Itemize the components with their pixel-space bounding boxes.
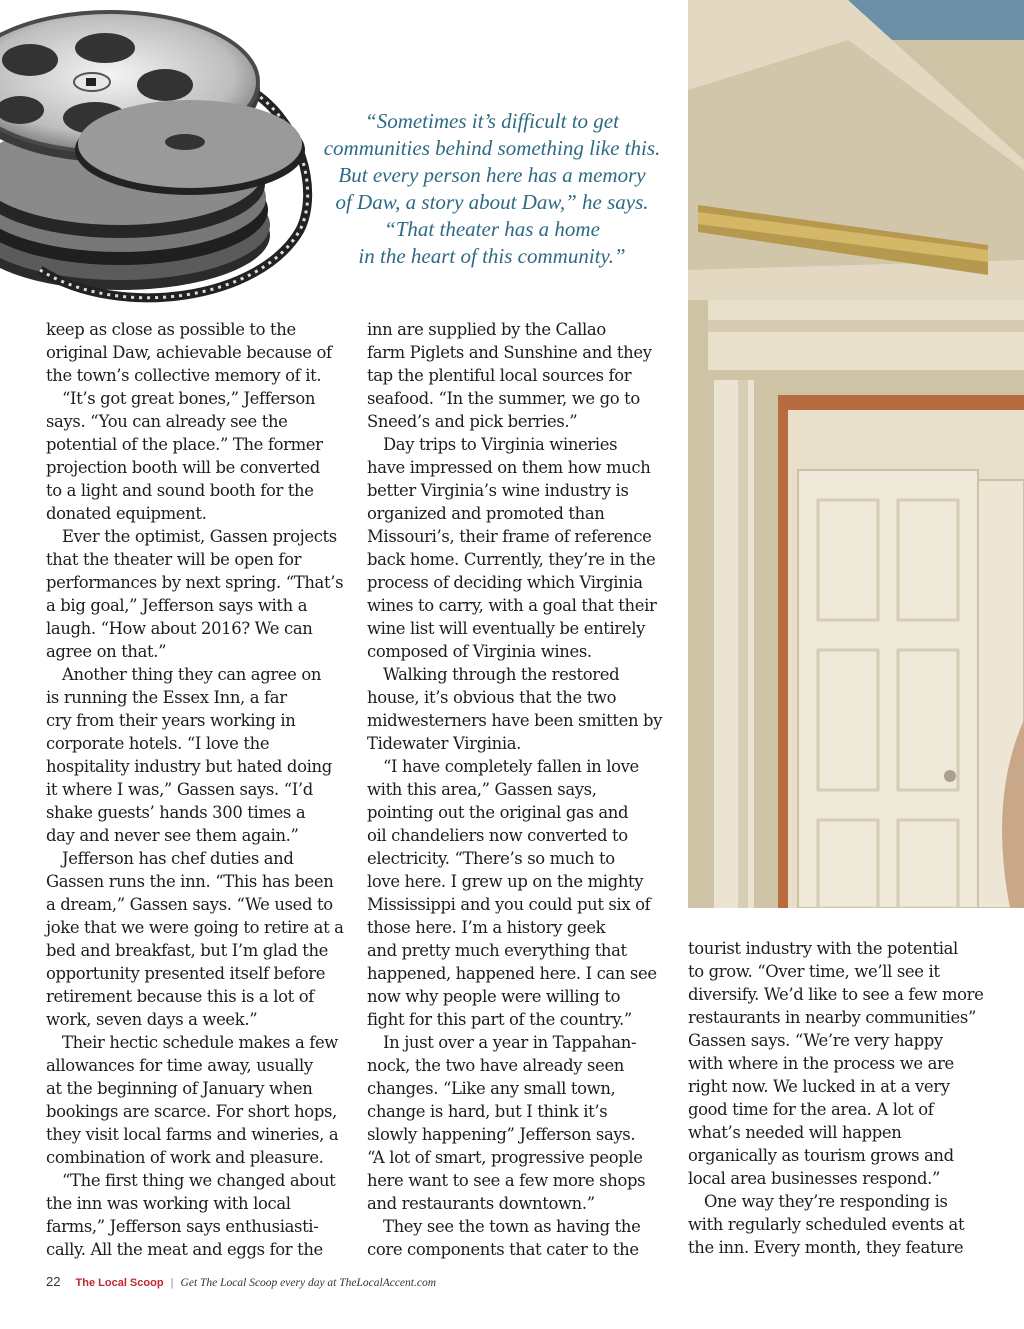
article-text-line: keep as close as possible to the [46,320,296,339]
article-text-line: allowances for time away, usually [46,1056,313,1075]
article-text-line: it where I was,” Gassen says. “I’d [46,780,313,799]
article-text-line: restaurants in nearby communities” [688,1008,976,1027]
article-text-line: with this area,” Gassen says, [367,780,597,799]
article-text-line: combination of work and pleasure. [46,1148,324,1167]
page-number: 22 [46,1274,61,1289]
article-text-line: potential of the place.” The former [46,435,323,454]
article-text-line: Walking through the restored [383,665,620,684]
article-text-line: now why people were willing to [367,987,621,1006]
article-text-line: organized and promoted than [367,504,605,523]
article-text-line: retirement because this is a lot of [46,987,314,1006]
article-column-3 [688,937,988,1259]
article-text-line: hospitality industry but hated doing [46,757,332,776]
article-text-line: work, seven days a week.” [46,1010,258,1029]
article-text-line: “The first thing we changed about [62,1171,336,1190]
article-text-line: better Virginia’s wine industry is [367,481,629,500]
article-text-line: nock, the two have already seen [367,1056,625,1075]
article-text-line: change is hard, but I think it’s [367,1102,608,1121]
article-text-line: They see the town as having the [383,1217,641,1236]
pull-quote-line: communities behind something like this. [323,136,661,160]
article-text-line: to a light and sound booth for the [46,481,314,500]
footer-tagline: Get The Local Scoop every day at TheLocalAccent.com [180,1277,437,1289]
article-text-line: tourist industry with the potential [688,939,958,958]
article-text-line: that the theater will be open for [46,550,302,569]
article-text-line: Sneed’s and pick berries.” [367,412,578,431]
footer-separator: | [170,1277,174,1289]
page-footer [46,1273,436,1291]
article-text-line: with regularly scheduled events at [688,1215,965,1234]
pull-quote-line: of Daw, a story about Daw,” he says. [335,190,649,214]
article-text-line: bed and breakfast, but I’m glad the [46,941,328,960]
article-text-line: cally. All the meat and eggs for the [46,1240,323,1259]
article-text-line: Jefferson has chef duties and [62,849,294,868]
article-text-line: back home. Currently, they’re in the [367,550,656,569]
article-text-line: Missouri’s, their frame of reference [367,527,652,546]
article-text-line: the town’s collective memory of it. [46,366,322,385]
article-text-line: Their hectic schedule makes a few [62,1033,338,1052]
article-text-line: farm Piglets and Sunshine and they [367,343,652,362]
article-text-line: wine list will eventually be entirely [367,619,646,638]
article-text-line: pointing out the original gas and [367,803,629,822]
film-reels-image [0,0,320,310]
article-text-line: fight for this part of the country.” [367,1010,632,1029]
article-text-line: Tidewater Virginia. [367,734,521,753]
article-text-line: “I have completely fallen in love [383,757,639,776]
pull-quote-line: But every person here has a memory [338,163,646,187]
article-text-line: says. “You can already see the [46,412,288,431]
article-text-line: wines to carry, with a goal that their [367,596,657,615]
article-text-line: original Daw, achievable because of [46,343,332,362]
article-text-line: those here. I’m a history geek [367,918,606,937]
article-text-line: laugh. “How about 2016? We can [46,619,313,638]
article-text-line: process of deciding which Virginia [367,573,643,592]
article-text-line: the inn. Every month, they feature [688,1238,964,1257]
article-text-line: the inn was working with local [46,1194,291,1213]
article-text-line: “It’s got great bones,” Jefferson [62,389,316,408]
article-text-line: oil chandeliers now converted to [367,826,628,845]
article-text-line: “A lot of smart, progressive people [367,1148,643,1167]
article-text-line: right now. We lucked in at a very [688,1077,950,1096]
article-text-line: organically as tourism grows and [688,1146,954,1165]
article-text-line: love here. I grew up on the mighty [367,872,644,891]
article-text-line: and pretty much everything that [367,941,627,960]
article-text-line: happened, happened here. I can see [367,964,657,983]
article-text-line: corporate hotels. “I love the [46,734,270,753]
article-text-line: inn are supplied by the Callao [367,320,606,339]
article-text-line: cry from their years working in [46,711,296,730]
article-text-line: house, it’s obvious that the two [367,688,617,707]
article-text-line: local area businesses respond.” [688,1169,941,1188]
article-text-line: good time for the area. A lot of [688,1100,934,1119]
article-column-2 [367,318,667,1261]
article-text-line: donated equipment. [46,504,207,523]
pull-quote-line: in the heart of this community.” [358,244,626,268]
pull-quote [312,108,672,270]
article-text-line: In just over a year in Tappahan- [383,1033,637,1052]
article-text-line: at the beginning of January when [46,1079,313,1098]
article-text-line: opportunity presented itself before [46,964,326,983]
article-text-line: performances by next spring. “That’s [46,573,344,592]
article-text-line: what’s needed will happen [688,1123,902,1142]
article-text-line: core components that cater to the [367,1240,639,1259]
article-text-line: projection booth will be converted [46,458,320,477]
pull-quote-line: “Sometimes it’s difficult to get [365,109,619,133]
article-text-line: electricity. “There’s so much to [367,849,615,868]
article-column-1 [46,318,346,1261]
article-text-line: Gassen says. “We’re very happy [688,1031,943,1050]
article-text-line: here want to see a few more shops [367,1171,646,1190]
article-text-line: and restaurants downtown.” [367,1194,595,1213]
article-text-line: is running the Essex Inn, a far [46,688,287,707]
article-text-line: Day trips to Virginia wineries [383,435,618,454]
article-text-line: changes. “Like any small town, [367,1079,616,1098]
article-text-line: have impressed on them how much [367,458,651,477]
article-text-line: slowly happening” Jefferson says. [367,1125,636,1144]
article-text-line: they visit local farms and wineries, a [46,1125,339,1144]
article-text-line: tap the plentiful local sources for [367,366,632,385]
article-text-line: One way they’re responding is [704,1192,948,1211]
article-text-line: a dream,” Gassen says. “We used to [46,895,333,914]
article-text-line: with where in the process we are [688,1054,954,1073]
article-text-line: agree on that.” [46,642,167,661]
doorway-photo [688,0,1024,908]
article-text-line: Ever the optimist, Gassen projects [62,527,337,546]
pull-quote-line: “That theater has a home [384,217,600,241]
article-text-line: joke that we were going to retire at a [46,918,344,937]
article-text-line: shake guests’ hands 300 times a [46,803,306,822]
article-text-line: Mississippi and you could put six of [367,895,651,914]
article-text-line: diversify. We’d like to see a few more [688,985,984,1004]
article-text-line: day and never see them again.” [46,826,299,845]
article-text-line: composed of Virginia wines. [367,642,592,661]
article-text-line: a big goal,” Jefferson says with a [46,596,308,615]
article-text-line: Gassen runs the inn. “This has been [46,872,334,891]
article-text-line: bookings are scarce. For short hops, [46,1102,337,1121]
article-text-line: midwesterners have been smitten by [367,711,663,730]
article-text-line: Another thing they can agree on [62,665,322,684]
article-text-line: seafood. “In the summer, we go to [367,389,640,408]
article-text-line: farms,” Jefferson says enthusiasti- [46,1217,319,1236]
publication-brand: The Local Scoop [75,1277,164,1289]
article-text-line: to grow. “Over time, we’ll see it [688,962,940,981]
